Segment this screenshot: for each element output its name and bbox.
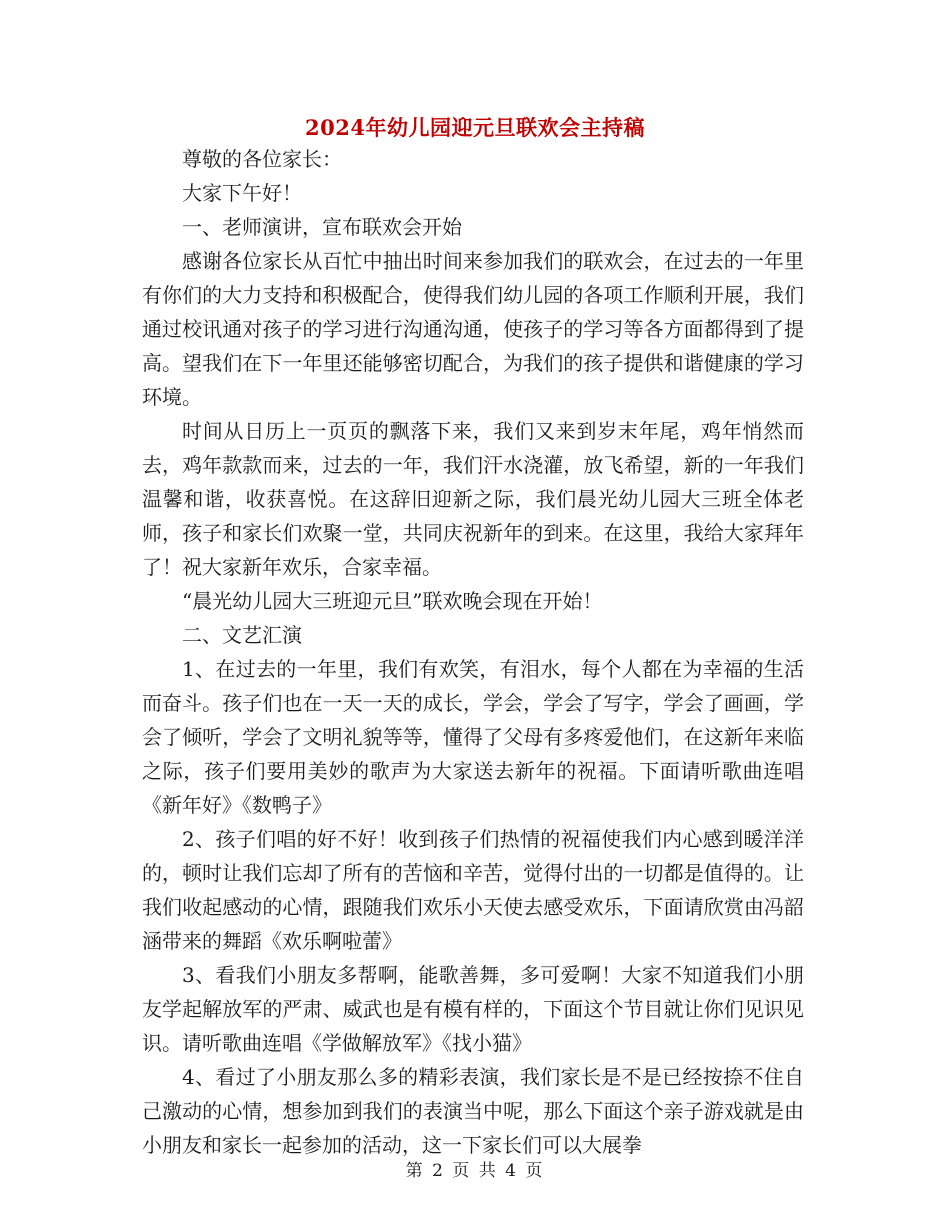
document-title: 2024年幼儿园迎元旦联欢会主持稿 [305,115,645,140]
paragraph-opening: “晨光幼儿园大三班迎元旦”联欢晚会现在开始！ [182,589,603,613]
section-heading-2: 二、文艺汇演 [182,623,302,647]
paragraph-item-2: 2、孩子们唱的好不好！收到孩子们热情的祝福使我们内心感到暖洋洋的，顿时让我们忘却了所有的苦恼和辛苦，觉得付出的一切都是值得的。让我们收起感动的心情，跟随我们欢乐小天使去感受欢乐，下面请欣赏由冯韶涵带来的舞蹈《欢乐啊啦蕾》 [142,827,804,953]
section-heading-1: 一、老师演讲，宣布联欢会开始 [182,215,462,239]
page-footer: 第 2 页 共 4 页 [405,1161,545,1181]
greeting: 大家下午好！ [182,181,302,205]
paragraph-new-year: 时间从日历上一页页的飘落下来，我们又来到岁末年尾，鸡年悄然而去，鸡年款款而来，过去的一年，我们汗水浇灌，放飞希望，新的一年我们温馨和谐，收获喜悦。在这辞旧迎新之际，我们晨光幼儿园大三班全体老师，孩子和家长们欢聚一堂，共同庆祝新年的到来。在这里，我给大家拜年了！祝大家新年欢乐，合家幸福。 [142,419,804,579]
document-body [142,142,804,1162]
salutation: 尊敬的各位家长： [182,147,342,171]
paragraph-thanks: 感谢各位家长从百忙中抽出时间来参加我们的联欢会，在过去的一年里有你们的大力支持和积极配合，使得我们幼儿园的各项工作顺利开展，我们通过校讯通对孩子的学习进行沟通沟通，使孩子的学习等各方面都得到了提高。望我们在下一年里还能够密切配合，为我们的孩子提供和谐健康的学习环境。 [142,249,804,409]
paragraph-item-3: 3、看我们小朋友多帮啊，能歌善舞，多可爱啊！大家不知道我们小朋友学起解放军的严肃、威武也是有模有样的，下面这个节目就让你们见识见识。请听歌曲连唱《学做解放军》《找小猫》 [142,963,804,1055]
paragraph-item-4: 4、看过了小朋友那么多的精彩表演，我们家长是不是已经按捺不住自己激动的心情，想参加到我们的表演当中呢，那么下面这个亲子游戏就是由小朋友和家长一起参加的活动，这一下家长们可以大展拳 [142,1065,804,1157]
paragraph-item-1: 1、在过去的一年里，我们有欢笑，有泪水，每个人都在为幸福的生活而奋斗。孩子们也在一天一天的成长，学会，学会了写字，学会了画画，学会了倾听，学会了文明礼貌等等，懂得了父母有多疼爱他们，在这新年来临之际，孩子们要用美妙的歌声为大家送去新年的祝福。下面请听歌曲连唱《新年好》《数鸭子》 [142,657,804,817]
